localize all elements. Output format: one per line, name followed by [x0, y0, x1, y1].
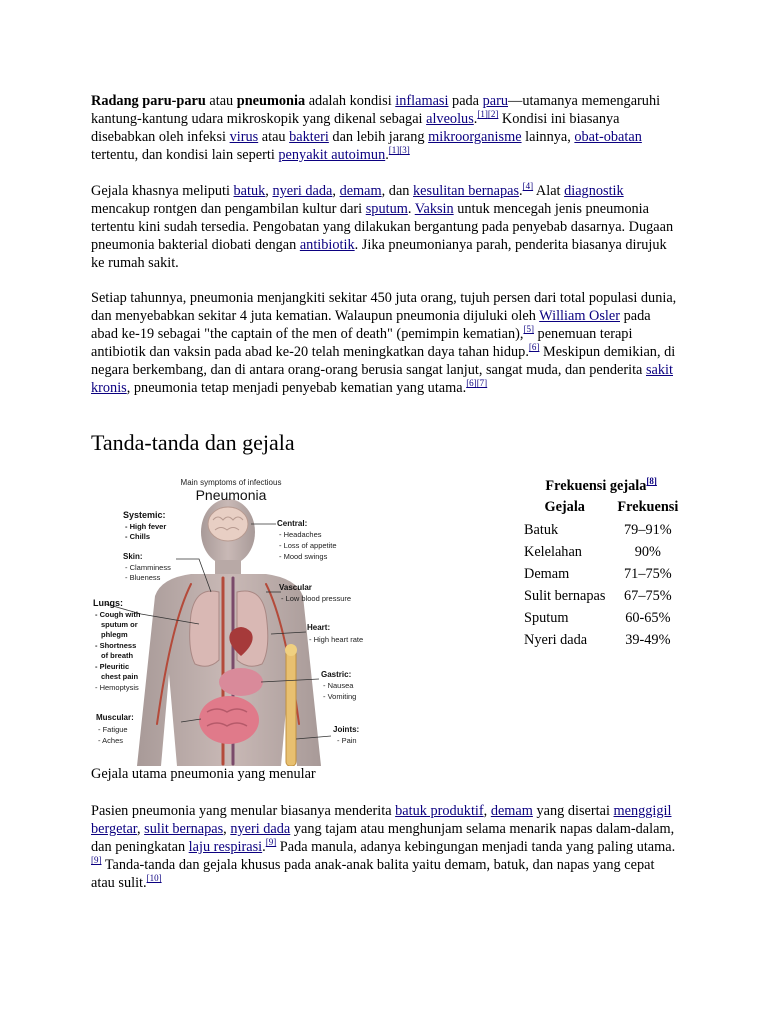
- label-skin-1: - Clamminess: [125, 563, 171, 572]
- text: mencakup rontgen dan pengambilan kultur dari: [91, 201, 366, 217]
- joint-bone-icon: [285, 644, 297, 766]
- term-radang: Radang paru-paru: [91, 93, 206, 109]
- text: Pada manula, adanya kebingungan menjadi tanda yang paling utama.: [276, 839, 676, 855]
- text: penemuan terapi antibiotik dan vaksin pada abad ke-20 telah meningkatkan daya tahan hidup.: [91, 326, 633, 360]
- link-obat-obatan[interactable]: obat-obatan: [574, 129, 642, 145]
- text: .: [262, 839, 266, 855]
- label-heart: Heart:: [307, 623, 331, 632]
- text: .: [519, 183, 523, 199]
- label-lungs-1b: sputum or: [101, 620, 138, 629]
- label-lungs-2: - Shortness: [95, 641, 137, 650]
- label-joints: Joints:: [333, 725, 360, 734]
- symptoms-paragraph: [91, 182, 681, 272]
- text: . Jika pneumonianya parah, penderita biasanya dirujuk ke rumah sakit.: [91, 237, 667, 271]
- link-mikroorganisme[interactable]: mikroorganisme: [428, 129, 522, 145]
- ref-6[interactable]: [6]: [528, 342, 540, 353]
- cell-frekuensi: 60-65%: [625, 610, 671, 626]
- label-skin: Skin:: [123, 552, 143, 561]
- text: —utamanya memengaruhi kantung-kantung udara mikroskopik yang dikenal sebagai: [91, 93, 661, 127]
- link-vaksin[interactable]: Vaksin: [414, 201, 454, 217]
- label-central-1: - Headaches: [279, 530, 322, 539]
- link-sulit-bernapas[interactable]: sulit bernapas: [144, 821, 224, 837]
- label-joints-1: - Pain: [337, 736, 357, 745]
- label-heart-1: - High heart rate: [309, 635, 364, 644]
- label-central-3: - Mood swings: [279, 552, 328, 561]
- ref-4[interactable]: [4]: [522, 181, 534, 192]
- text: Pasien pneumonia yang menular biasanya menderita: [91, 803, 396, 819]
- text: adalah kondisi: [305, 93, 396, 109]
- label-systemic-2: - Chills: [125, 532, 151, 541]
- text: , pneumonia tetap menjadi penyebab kematian yang utama.: [126, 380, 467, 396]
- table-row: [518, 631, 684, 653]
- text: Gejala khasnya meliputi: [91, 183, 234, 199]
- frequency-table-title: [518, 478, 684, 495]
- label-systemic: Systemic:: [123, 510, 166, 520]
- intro-paragraph: [91, 92, 681, 164]
- text: yang tajam atau menghunjam selama menarik napas dalam-dalam, dan peningkatan: [91, 821, 675, 855]
- table-row: [518, 543, 684, 565]
- cell-gejala: Sputum: [524, 610, 569, 626]
- text: ,: [137, 821, 145, 837]
- link-alveolus[interactable]: alveolus: [426, 111, 474, 127]
- text: ,: [332, 183, 340, 199]
- cell-gejala: Batuk: [524, 522, 559, 538]
- section-heading: Tanda-tanda dan gejala: [91, 430, 295, 455]
- text: atau: [258, 129, 290, 145]
- ref-10[interactable]: [10]: [146, 873, 162, 884]
- ref-6[interactable]: [6]: [466, 378, 477, 389]
- text: ,: [223, 821, 231, 837]
- pneumonia-diagram: [91, 474, 401, 766]
- cell-frekuensi: 71–75%: [624, 566, 672, 582]
- ref-9[interactable]: [9]: [91, 855, 102, 866]
- link-penyakit-autoimun[interactable]: penyakit autoimun: [278, 147, 386, 163]
- text: atau: [205, 93, 237, 109]
- figure-subtitle: Main symptoms of infectious: [180, 478, 282, 487]
- text: yang disertai: [532, 803, 614, 819]
- cell-frekuensi: 67–75%: [624, 588, 672, 604]
- table-row: [518, 565, 684, 587]
- link-batuk[interactable]: batuk: [233, 183, 266, 199]
- table-row: [518, 609, 684, 631]
- text: tertentu, dan kondisi lain seperti: [91, 147, 279, 163]
- figure-caption: Gejala utama pneumonia yang menular: [91, 766, 316, 782]
- link-laju-respirasi[interactable]: laju respirasi: [188, 839, 263, 855]
- ref-9[interactable]: [9]: [265, 837, 277, 848]
- label-systemic-1: - High fever: [125, 522, 167, 531]
- text: ,: [483, 803, 491, 819]
- label-gastric-2: - Vomiting: [323, 692, 357, 701]
- text: lainnya,: [521, 129, 575, 145]
- link-nyeri-dada[interactable]: nyeri dada: [230, 821, 291, 837]
- cell-gejala: Demam: [524, 566, 570, 582]
- ref-1[interactable]: [1]: [388, 145, 400, 156]
- text: Meskipun demikian, di negara berkembang, dan di antara orang-orang berusia sangat lanjut, sangat muda, dan penderita: [91, 344, 676, 378]
- link-diagnostik[interactable]: diagnostik: [564, 183, 624, 199]
- brain-icon: [208, 507, 248, 541]
- text: ,: [265, 183, 273, 199]
- cell-gejala: Nyeri dada: [524, 632, 588, 648]
- label-lungs-2b: of breath: [101, 651, 134, 660]
- text: .: [473, 111, 478, 127]
- cell-frekuensi: 79–91%: [624, 522, 672, 538]
- link-antibiotik[interactable]: antibiotik: [299, 237, 355, 253]
- text: Alat: [533, 183, 565, 199]
- label-vascular-1: - Low blood pressure: [281, 594, 352, 603]
- ref-8[interactable]: [8]: [646, 476, 657, 487]
- text: dan lebih jarang: [328, 129, 429, 145]
- figure-title: Pneumonia: [195, 487, 267, 503]
- link-nyeri-dada[interactable]: nyeri dada: [272, 183, 333, 199]
- label-lungs-1c: phlegm: [101, 630, 128, 639]
- link-demam[interactable]: demam: [490, 803, 533, 819]
- label-muscular-2: - Aches: [98, 736, 124, 745]
- epidemiology-paragraph: [91, 289, 681, 397]
- text: , dan: [381, 183, 414, 199]
- link-virus[interactable]: virus: [229, 129, 259, 145]
- table-row: [518, 587, 684, 609]
- link-bakteri[interactable]: bakteri: [289, 129, 329, 145]
- link-william-osler[interactable]: William Osler: [539, 308, 620, 324]
- label-skin-2: - Blueness: [125, 573, 161, 582]
- ref-5[interactable]: [5]: [523, 324, 534, 335]
- frequency-table-grid: [518, 499, 684, 653]
- text: pada abad ke-19 sebagai "the captain of the men of death" (pemimpin kematian),: [91, 308, 651, 342]
- col-frekuensi: Frekuensi: [617, 499, 679, 515]
- label-vascular: Vascular: [279, 583, 312, 592]
- text: Tanda-tanda dan gejala khusus pada anak-anak balita yaitu demam, batuk, dan napas yang cepat atau sulit.: [91, 857, 655, 891]
- text: .: [407, 201, 415, 217]
- cell-gejala: Kelelahan: [524, 544, 582, 560]
- link-menggigil-bergetar[interactable]: menggigil bergetar: [91, 803, 672, 837]
- text: Setiap tahunnya, pneumonia menjangkiti sekitar 450 juta orang, tujuh persen dari total populasi dunia, dan menyebabkan sekitar 4 juta kematian. Walaupun pneumonia dijuluki oleh: [91, 290, 677, 324]
- table-title-text: Frekuensi gejala: [545, 478, 647, 494]
- label-lungs-1: - Cough with: [95, 610, 141, 619]
- label-gastric-1: - Nausea: [323, 681, 354, 690]
- term-pneumonia: pneumonia: [236, 93, 306, 109]
- label-central-2: - Loss of appetite: [279, 541, 337, 550]
- cell-gejala: Sulit bernapas: [524, 588, 606, 604]
- label-lungs-3b: chest pain: [101, 672, 139, 681]
- link-sputum[interactable]: sputum: [365, 201, 408, 217]
- link-demam[interactable]: demam: [339, 183, 382, 199]
- label-lungs-4: - Hemoptysis: [95, 683, 139, 692]
- link-paru[interactable]: paru: [482, 93, 509, 109]
- label-central: Central:: [277, 519, 308, 528]
- ref-7[interactable]: [7]: [476, 378, 488, 389]
- col-gejala: Gejala: [544, 499, 585, 515]
- table-row: [518, 521, 684, 543]
- signs-paragraph: [91, 802, 681, 892]
- ref-3[interactable]: [3]: [399, 145, 410, 156]
- table-header-row: [518, 499, 684, 521]
- text: pada: [448, 93, 483, 109]
- pneumonia-symptoms-figure: [91, 474, 401, 766]
- text: .: [385, 147, 389, 163]
- ref-1[interactable]: [1]: [477, 109, 488, 120]
- ref-2[interactable]: [2]: [487, 109, 499, 120]
- label-muscular-1: - Fatigue: [98, 725, 128, 734]
- link-sakit-kronis[interactable]: sakit kronis: [91, 362, 673, 396]
- label-lungs: Lungs:: [93, 598, 123, 608]
- link-batuk-produktif[interactable]: batuk produktif: [395, 803, 484, 819]
- frequency-table: [518, 478, 684, 653]
- link-inflamasi[interactable]: inflamasi: [395, 93, 449, 109]
- text: Kondisi ini biasanya disebabkan oleh infeksi: [91, 111, 620, 145]
- text: untuk mencegah jenis pneumonia tertentu kini sudah tersedia. Pengobatan yang dilakukan bergantung pada penyebab dasarnya. Dugaan pneumonia bakterial diobati dengan: [91, 201, 674, 253]
- label-gastric: Gastric:: [321, 670, 352, 679]
- link-kesulitan-bernapas[interactable]: kesulitan bernapas: [413, 183, 520, 199]
- label-lungs-3: - Pleuritic: [95, 662, 130, 671]
- label-muscular: Muscular:: [96, 713, 134, 722]
- cell-frekuensi: 90%: [634, 544, 661, 560]
- cell-frekuensi: 39-49%: [625, 632, 671, 648]
